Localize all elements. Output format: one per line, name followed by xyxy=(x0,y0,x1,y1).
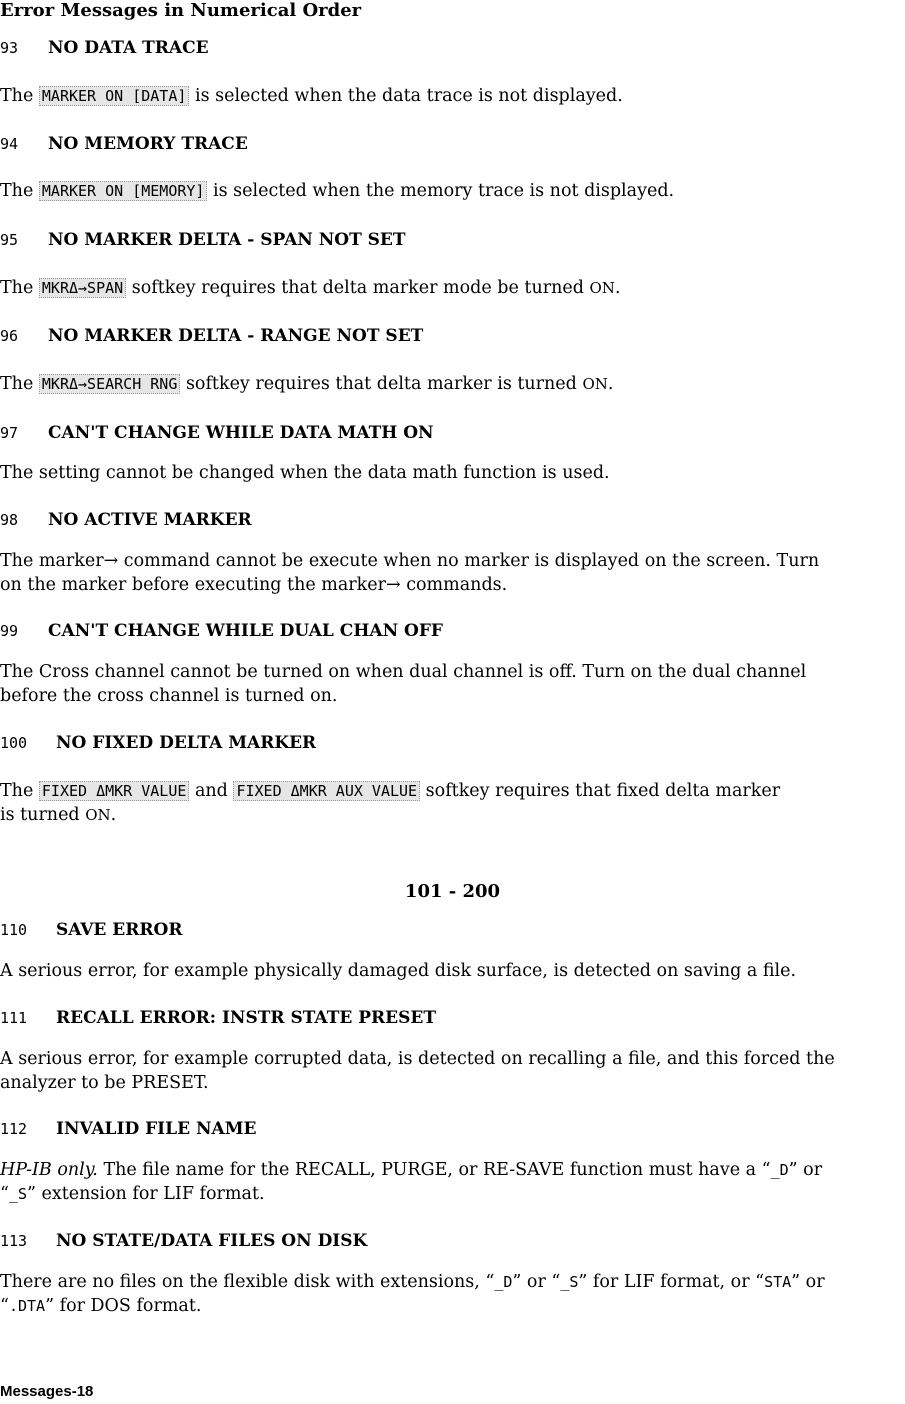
entry-number: 93 xyxy=(0,39,19,57)
entry-description-94: The MARKER ON [MEMORY] is selected when the memory trace is not displayed. xyxy=(0,181,675,201)
entry-title: NO MARKER DELTA - SPAN NOT SET xyxy=(48,230,406,250)
entry-description-98: The marker→ command cannot be execute when no marker is displayed on the screen. Turn on the marker before executing the marker→ commands. xyxy=(0,551,820,595)
entry-description-99: The Cross channel cannot be turned on when dual channel is off. Turn on the dual channel before the cross channel is turned on. xyxy=(0,662,807,706)
entry-description-95: The MKRΔ→SPAN softkey requires that delta marker mode be turned ON. xyxy=(0,278,621,298)
entry-description-113: There are no files on the flexible disk with extensions, “_D” or “_S” for LIF format, or “STA” or “.DTA” for DOS format. xyxy=(0,1272,825,1316)
entry-header-112 xyxy=(0,1119,256,1139)
softkey-label: MKRΔ→SEARCH RNG xyxy=(39,374,180,394)
entry-title: NO FIXED DELTA MARKER xyxy=(56,733,317,753)
entry-description-110: A serious error, for example physically damaged disk surface, is detected on saving a file. xyxy=(0,961,797,981)
entry-header-100 xyxy=(0,733,316,753)
entry-title: CAN'T CHANGE WHILE DATA MATH ON xyxy=(48,423,434,443)
entry-title: NO MARKER DELTA - RANGE NOT SET xyxy=(48,326,424,346)
entry-number: 94 xyxy=(0,135,19,153)
entry-description-96: The MKRΔ→SEARCH RNG softkey requires that delta marker is turned ON. xyxy=(0,374,614,394)
softkey-label: FIXED ΔMKR VALUE xyxy=(39,781,190,801)
entry-title: NO STATE/DATA FILES ON DISK xyxy=(56,1231,368,1251)
entry-title: SAVE ERROR xyxy=(56,920,183,940)
entry-description-97: The setting cannot be changed when the data math function is used. xyxy=(0,463,610,483)
entry-number: 113 xyxy=(0,1232,28,1250)
entry-number: 96 xyxy=(0,327,19,345)
entry-number: 100 xyxy=(0,734,28,752)
entry-title: CAN'T CHANGE WHILE DUAL CHAN OFF xyxy=(48,621,443,641)
entry-number: 95 xyxy=(0,231,19,249)
entry-header-113 xyxy=(0,1231,367,1251)
entry-description-112: HP-IB only. The file name for the RECALL, PURGE, or RE-SAVE function must have a “_D” or “_S” extension for LIF format. xyxy=(0,1160,823,1204)
entry-header-110 xyxy=(0,920,182,940)
entry-description-100: The FIXED ΔMKR VALUE and FIXED ΔMKR AUX VALUE softkey requires that fixed delta marker is turned ON. xyxy=(0,781,781,825)
entry-number: 110 xyxy=(0,921,28,939)
entry-header-111 xyxy=(0,1008,436,1028)
entry-title: NO MEMORY TRACE xyxy=(48,134,248,154)
entry-title: RECALL ERROR: INSTR STATE PRESET xyxy=(56,1008,436,1028)
entry-description-93: The MARKER ON [DATA] is selected when the data trace is not displayed. xyxy=(0,86,623,106)
softkey-label: MARKER ON [MEMORY] xyxy=(39,181,208,201)
softkey-label: MKRΔ→SPAN xyxy=(39,278,126,298)
entry-header-94 xyxy=(0,134,248,154)
entry-title: NO ACTIVE MARKER xyxy=(48,510,252,530)
softkey-label: FIXED ΔMKR AUX VALUE xyxy=(233,781,420,801)
entry-header-98 xyxy=(0,510,252,530)
entry-number: 112 xyxy=(0,1120,28,1138)
entry-title: INVALID FILE NAME xyxy=(56,1119,257,1139)
page-footer: Messages-18 xyxy=(0,1383,94,1400)
entry-number: 111 xyxy=(0,1009,28,1027)
entry-title: NO DATA TRACE xyxy=(48,38,209,58)
entry-description-111: A serious error, for example corrupted data, is detected on recalling a file, and this forced the analyzer to be PRESET. xyxy=(0,1049,835,1093)
entry-number: 99 xyxy=(0,622,19,640)
entry-header-96 xyxy=(0,326,423,346)
entry-header-97 xyxy=(0,423,434,443)
entry-header-95 xyxy=(0,230,406,250)
entry-number: 98 xyxy=(0,511,19,529)
softkey-label: MARKER ON [DATA] xyxy=(39,86,190,106)
section-heading: 101 - 200 xyxy=(404,881,501,902)
entry-number: 97 xyxy=(0,424,19,442)
entry-header-99 xyxy=(0,621,443,641)
entry-header-93 xyxy=(0,38,209,58)
page-title: Error Messages in Numerical Order xyxy=(0,0,362,21)
